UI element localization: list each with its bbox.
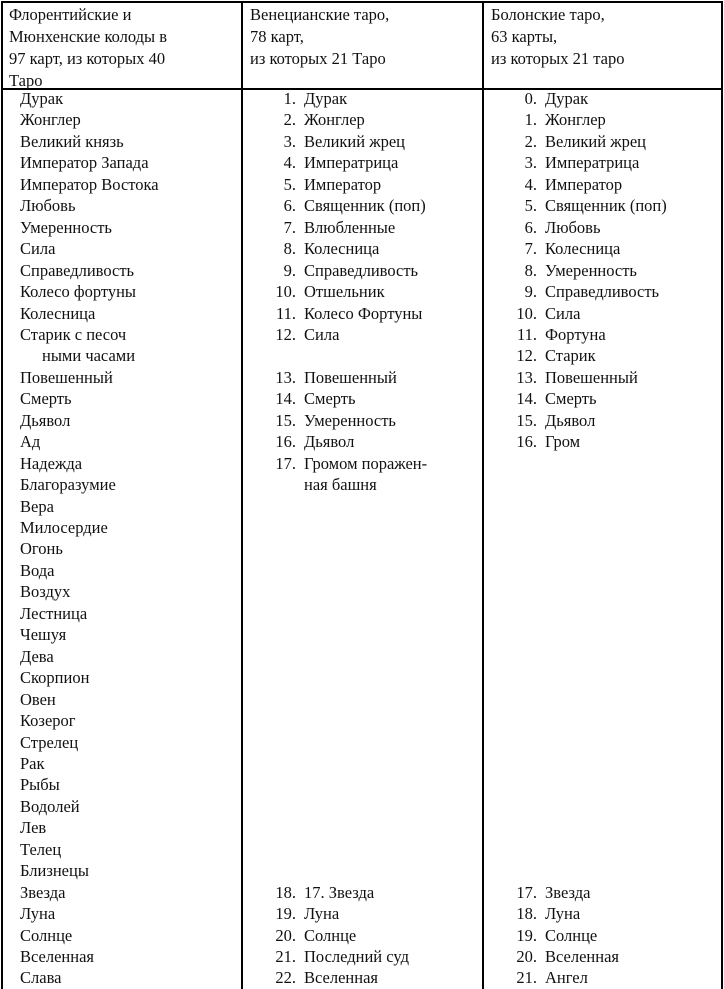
card-number: 15. xyxy=(516,410,537,430)
florentine-card: Телец xyxy=(20,839,62,859)
card-name: Умеренность xyxy=(304,410,396,430)
card-name: Звезда xyxy=(545,882,591,902)
bolognese-card xyxy=(507,946,724,968)
bolognese-card xyxy=(507,410,724,432)
florentine-card: Стрелец xyxy=(20,732,79,752)
venetian-card xyxy=(266,324,496,346)
venetian-card xyxy=(266,967,496,989)
card-number: 3. xyxy=(283,131,296,151)
card-name: Влюбленные xyxy=(304,217,396,237)
card-number: 14. xyxy=(516,389,537,409)
florentine-card: Дьявол xyxy=(20,410,71,430)
florentine-card: Великий князь xyxy=(20,131,124,151)
card-name: Смерть xyxy=(304,389,356,409)
venetian-card xyxy=(266,303,496,325)
card-name: Колесо Фортуны xyxy=(304,303,423,323)
header-line: 97 карт, из которых 40 xyxy=(9,49,166,68)
card-number: 18. xyxy=(275,882,296,902)
florentine-card: Сила xyxy=(20,239,56,259)
header-line: Флорентийские и xyxy=(9,5,132,24)
venetian-card xyxy=(266,410,496,432)
card-name: Вселенная xyxy=(304,968,378,988)
header-line: Венецианские таро, xyxy=(250,5,390,24)
bolognese-card xyxy=(507,260,724,282)
venetian-card xyxy=(266,195,496,217)
card-name: Любовь xyxy=(545,217,601,237)
card-name: Вселенная xyxy=(545,947,619,966)
card-name: Гром xyxy=(545,432,581,452)
florentine-card: Колесница xyxy=(20,303,96,323)
florentine-card: Солнце xyxy=(20,925,73,945)
header-line: 63 карты, xyxy=(491,27,558,46)
card-name: Сила xyxy=(304,324,340,344)
florentine-card: Лев xyxy=(20,818,47,838)
card-number: 4. xyxy=(524,174,537,194)
bolognese-card xyxy=(507,431,724,453)
card-number: 17. xyxy=(516,882,537,902)
venetian-card xyxy=(266,88,496,110)
venetian-card xyxy=(266,152,496,174)
venetian-card xyxy=(266,388,496,410)
card-number: 14. xyxy=(275,389,296,409)
card-name: Фортуна xyxy=(545,324,606,344)
card-number: 6. xyxy=(283,196,296,216)
bolognese-card xyxy=(507,303,724,325)
bolognese-card xyxy=(507,903,724,925)
card-number: 12. xyxy=(516,346,537,366)
venetian-card xyxy=(266,174,496,196)
card-name: Колесница xyxy=(304,239,380,259)
card-number: 20. xyxy=(516,947,537,966)
bolognese-card xyxy=(507,388,724,410)
venetian-card xyxy=(266,217,496,239)
venetian-card xyxy=(266,431,496,453)
bolognese-card xyxy=(507,967,724,989)
card-name: Повешенный xyxy=(545,367,638,387)
header-line: Таро xyxy=(9,71,43,90)
card-number: 5. xyxy=(524,196,537,216)
florentine-card: Император Востока xyxy=(20,174,159,194)
card-name: Старик xyxy=(545,346,596,366)
florentine-card: Благоразумие xyxy=(20,475,116,495)
card-number: 20. xyxy=(275,925,296,945)
venetian-card xyxy=(266,453,496,475)
card-name: Справедливость xyxy=(304,260,419,280)
florentine-card: Умеренность xyxy=(20,217,112,237)
card-name: Солнце xyxy=(304,925,357,945)
card-name: Солнце xyxy=(545,925,598,945)
card-number: 22. xyxy=(275,968,296,988)
card-number: 6. xyxy=(524,217,537,237)
florentine-card: Козерог xyxy=(20,711,76,731)
header-line: из которых 21 Таро xyxy=(250,49,386,68)
card-number: 8. xyxy=(524,260,537,280)
florentine-card: Старик с песоч xyxy=(20,324,127,344)
card-number: 13. xyxy=(516,367,537,387)
venetian-card xyxy=(266,882,496,904)
florentine-card: Лестница xyxy=(20,603,88,623)
bolognese-card xyxy=(507,131,724,153)
florentine-card: Близнецы xyxy=(20,861,89,881)
header-florentine xyxy=(9,4,167,92)
card-number: 7. xyxy=(524,239,537,259)
card-number: 3. xyxy=(524,153,537,173)
venetian-card xyxy=(266,281,496,303)
florentine-card: Колесо фортуны xyxy=(20,282,137,302)
card-name: Императрица xyxy=(545,153,640,173)
column-divider-1 xyxy=(241,1,243,989)
card-number: 2. xyxy=(524,131,537,151)
florentine-card: Жонглер xyxy=(20,110,81,130)
florentine-card: Луна xyxy=(20,904,56,924)
card-number: 16. xyxy=(275,432,296,452)
card-name: Умеренность xyxy=(545,260,637,280)
card-name: Священник (поп) xyxy=(545,196,667,216)
card-name: Дьявол xyxy=(304,432,355,452)
venetian-card xyxy=(266,131,496,153)
table-top-border xyxy=(1,1,723,3)
card-name: Священник (поп) xyxy=(304,196,426,216)
card-name: Император xyxy=(304,174,382,194)
bolognese-card xyxy=(507,882,724,904)
florentine-card: ными часами xyxy=(42,346,136,366)
card-number: 7. xyxy=(283,217,296,237)
header-line: Болонские таро, xyxy=(491,5,605,24)
bolognese-card xyxy=(507,174,724,196)
florentine-card: Дева xyxy=(20,646,54,666)
card-name: Колесница xyxy=(545,239,621,259)
venetian-card xyxy=(266,946,496,968)
bolognese-card xyxy=(507,925,724,947)
card-name: Жонглер xyxy=(545,110,606,130)
card-name: Громом поражен- xyxy=(304,453,428,473)
card-name: Дьявол xyxy=(545,410,596,430)
card-number: 0. xyxy=(524,89,537,108)
bolognese-card xyxy=(507,345,724,367)
florentine-card: Рак xyxy=(20,753,45,773)
bolognese-card xyxy=(507,367,724,389)
card-number: 9. xyxy=(283,260,296,280)
florentine-card: Водолей xyxy=(20,796,80,816)
card-number: 17. xyxy=(275,453,296,473)
venetian-card xyxy=(266,903,496,925)
header-venetian xyxy=(250,4,389,70)
bolognese-card xyxy=(507,109,724,131)
bolognese-card xyxy=(507,238,724,260)
florentine-card: Чешуя xyxy=(20,625,67,645)
card-number: 11. xyxy=(516,324,537,344)
florentine-card: Император Запада xyxy=(20,153,149,173)
florentine-card: Смерть xyxy=(20,389,72,409)
florentine-card: Милосердие xyxy=(20,518,108,537)
header-line: 78 карт, xyxy=(250,27,304,46)
card-name: Великий жрец xyxy=(545,131,646,151)
header-bolognese xyxy=(491,4,625,70)
card-name: Императрица xyxy=(304,153,399,173)
bolognese-card xyxy=(507,217,724,239)
card-number: 16. xyxy=(516,432,537,452)
card-name: Повешенный xyxy=(304,367,397,387)
venetian-card xyxy=(266,238,496,260)
florentine-card: Справедливость xyxy=(20,260,135,280)
card-name: Дурак xyxy=(304,89,348,108)
card-name: Великий жрец xyxy=(304,131,405,151)
florentine-card: Надежда xyxy=(20,453,83,473)
bolognese-card xyxy=(507,281,724,303)
card-number: 13. xyxy=(275,367,296,387)
card-number: 19. xyxy=(275,904,296,924)
card-number: 9. xyxy=(524,282,537,302)
card-name: Луна xyxy=(304,904,340,924)
card-number: 10. xyxy=(516,303,537,323)
florentine-card: Повешенный xyxy=(20,367,113,387)
card-name: Отшельник xyxy=(304,282,385,302)
card-name: Луна xyxy=(545,904,581,924)
card-name: ная башня xyxy=(304,475,377,495)
card-number: 1. xyxy=(524,110,537,130)
card-number: 21. xyxy=(516,968,537,988)
florentine-card: Ад xyxy=(20,432,41,452)
venetian-card xyxy=(266,474,496,496)
florentine-card: Дурак xyxy=(20,89,64,108)
florentine-card: Вера xyxy=(20,496,54,516)
venetian-card xyxy=(266,367,496,389)
card-number: 10. xyxy=(275,282,296,302)
card-name: 17. Звезда xyxy=(304,882,375,902)
bolognese-card xyxy=(507,88,724,110)
bolognese-card xyxy=(507,152,724,174)
venetian-card xyxy=(266,260,496,282)
card-name: Сила xyxy=(545,303,581,323)
florentine-card: Вселенная xyxy=(20,947,94,966)
florentine-card: Вода xyxy=(20,560,55,580)
card-name: Император xyxy=(545,174,623,194)
card-name: Смерть xyxy=(545,389,597,409)
florentine-card: Скорпион xyxy=(20,668,90,688)
card-number: 19. xyxy=(516,925,537,945)
card-number: 11. xyxy=(275,303,296,323)
florentine-card: Овен xyxy=(20,689,56,709)
bolognese-card xyxy=(507,324,724,346)
header-line: Мюнхенские колоды в xyxy=(9,27,168,46)
card-name: Ангел xyxy=(545,968,588,988)
card-number: 8. xyxy=(283,239,296,259)
florentine-card: Звезда xyxy=(20,882,66,902)
card-name: Жонглер xyxy=(304,110,365,130)
card-name: Последний суд xyxy=(304,947,409,966)
florentine-card: Любовь xyxy=(20,196,76,216)
card-number: 18. xyxy=(516,904,537,924)
card-number: 5. xyxy=(283,174,296,194)
florentine-card: Огонь xyxy=(20,539,63,559)
venetian-card xyxy=(266,109,496,131)
table-left-border xyxy=(1,1,3,989)
card-name: Дурак xyxy=(545,89,589,108)
bolognese-card xyxy=(507,195,724,217)
card-number: 21. xyxy=(275,947,296,966)
florentine-card: Рыбы xyxy=(20,775,60,795)
header-line: из которых 21 таро xyxy=(491,49,625,68)
card-number: 15. xyxy=(275,410,296,430)
florentine-card: Воздух xyxy=(20,582,71,602)
florentine-card: Слава xyxy=(20,968,62,988)
card-number: 1. xyxy=(283,89,296,108)
card-number: 4. xyxy=(283,153,296,173)
card-name: Справедливость xyxy=(545,282,660,302)
card-number: 2. xyxy=(283,110,296,130)
card-number: 12. xyxy=(275,324,296,344)
venetian-card xyxy=(266,925,496,947)
